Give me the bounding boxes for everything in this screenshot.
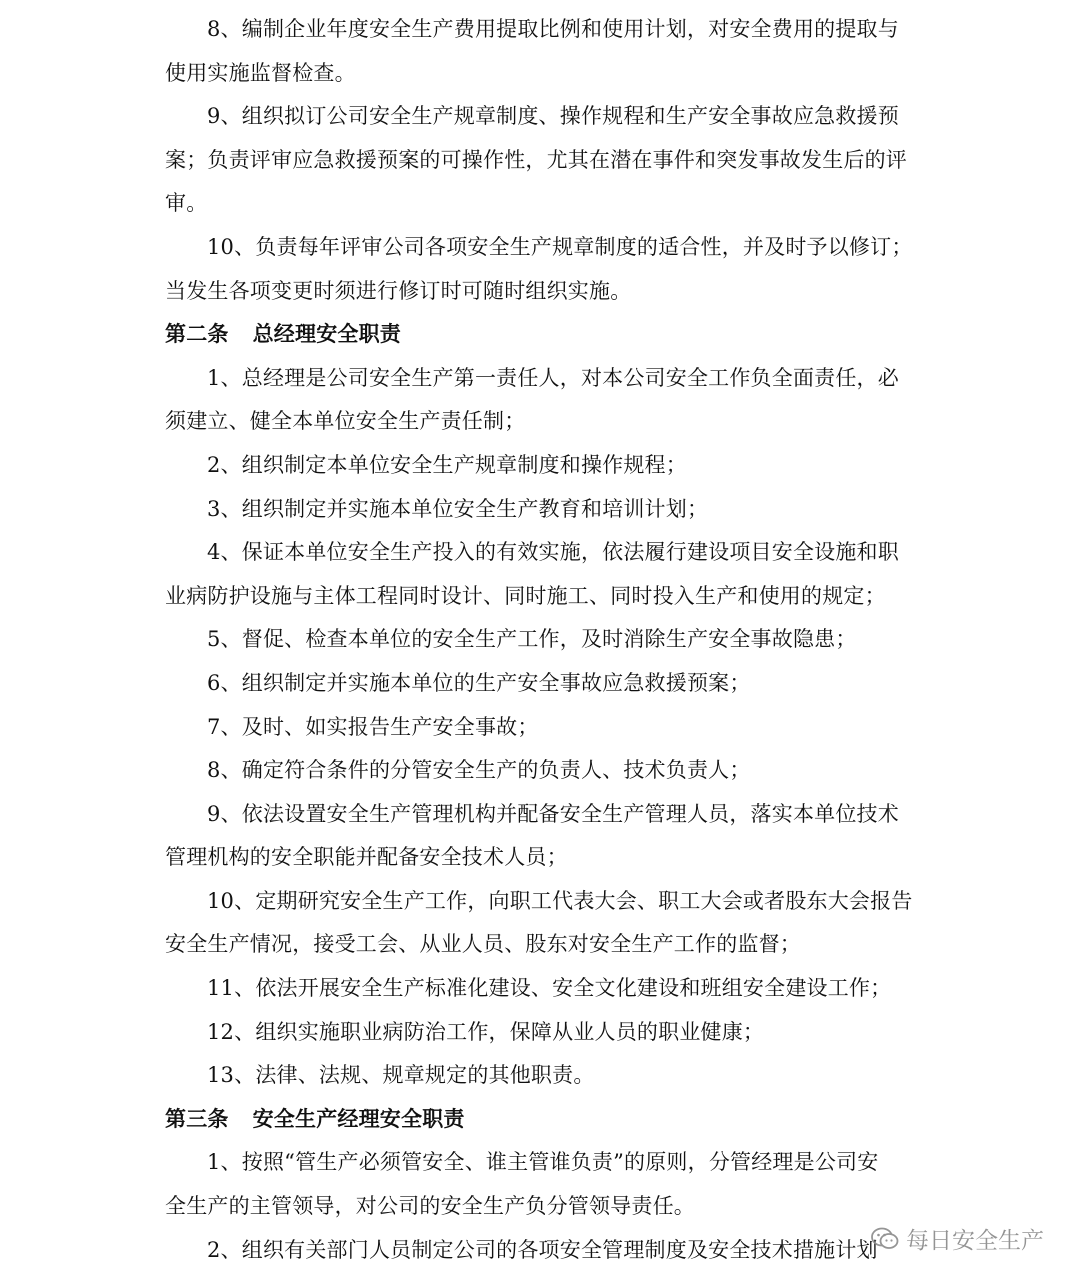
watermark (870, 1222, 1044, 1255)
paragraph-line: 11、依法开展安全生产标准化建设、安全文化建设和班组安全建设工作； (207, 976, 892, 1001)
paragraph-line: 3、组织制定并实施本单位安全生产教育和培训计划； (207, 496, 709, 521)
watermark-text: 每日安全生产 (906, 1228, 1044, 1254)
paragraph-line: 10、负责每年评审公司各项安全生产规章制度的适合性，并及时予以修订； (207, 234, 913, 259)
paragraph-line: 7、及时、如实报告生产安全事故； (207, 714, 539, 739)
article-title: 安全生产经理安全职责 (252, 1106, 465, 1131)
paragraph-line: 安全生产情况，接受工会、从业人员、股东对安全生产工作的监督； (165, 932, 801, 957)
paragraph-line: 13、法律、法规、规章规定的其他职责。 (207, 1063, 595, 1088)
paragraph-line: 审。 (165, 191, 208, 216)
paragraph-line: 9、依法设置安全生产管理机构并配备安全生产管理人员，落实本单位技术 (207, 801, 899, 826)
paragraph-line: 6、组织制定并实施本单位的生产安全事故应急救援预案； (207, 670, 751, 695)
paragraph-line: 10、定期研究安全生产工作，向职工代表大会、职工大会或者股东大会报告 (207, 888, 913, 913)
paragraph-line: 须建立、健全本单位安全生产责任制； (165, 409, 526, 434)
article-heading (165, 1098, 925, 1142)
article-title: 总经理安全职责 (252, 322, 402, 347)
article-heading (165, 313, 925, 357)
paragraph-line: 12、组织实施职业病防治工作，保障从业人员的职业健康； (207, 1019, 765, 1044)
paragraph-line: 业病防护设施与主体工程同时设计、同时施工、同时投入生产和使用的规定； (165, 583, 886, 608)
paragraph-line: 全生产的主管领导，对公司的安全生产负分管领导责任。 (165, 1194, 695, 1219)
paragraph-line: 8、确定符合条件的分管安全生产的负责人、技术负责人； (207, 758, 751, 783)
paragraph-line: 使用实施监督检查。 (165, 60, 356, 85)
article-number: 第二条 (165, 322, 229, 347)
paragraph-line: 2、组织制定本单位安全生产规章制度和操作规程； (207, 452, 687, 477)
paragraph-line: 4、保证本单位安全生产投入的有效实施，依法履行建设项目安全设施和职 (207, 540, 899, 565)
article-number: 第三条 (165, 1106, 229, 1131)
document-page (165, 8, 925, 1272)
paragraph-line: 案；负责评审应急救援预案的可操作性，尤其在潜在事件和突发事故发生后的评 (165, 147, 907, 172)
paragraph-line: 1、总经理是公司安全生产第一责任人，对本公司安全工作负全面责任，必 (207, 365, 899, 390)
paragraph-line: 当发生各项变更时须进行修订时可随时组织实施。 (165, 278, 632, 303)
paragraph-line: 9、组织拟订公司安全生产规章制度、操作规程和生产安全事故应急救援预 (207, 104, 899, 129)
paragraph-line: 1、按照“管生产必须管安全、谁主管谁负责”的原则，分管经理是公司安 (207, 1150, 879, 1175)
paragraph-line: 8、编制企业年度安全生产费用提取比例和使用计划，对安全费用的提取与 (207, 17, 899, 41)
paragraph-line: 5、督促、检查本单位的安全生产工作，及时消除生产安全事故隐患； (207, 627, 857, 652)
wechat-icon (870, 1226, 900, 1252)
paragraph-line: 2、组织有关部门人员制定公司的各项安全管理制度及安全技术措施计划 (207, 1237, 878, 1262)
paragraph-line: 管理机构的安全职能并配备安全技术人员； (165, 845, 568, 870)
